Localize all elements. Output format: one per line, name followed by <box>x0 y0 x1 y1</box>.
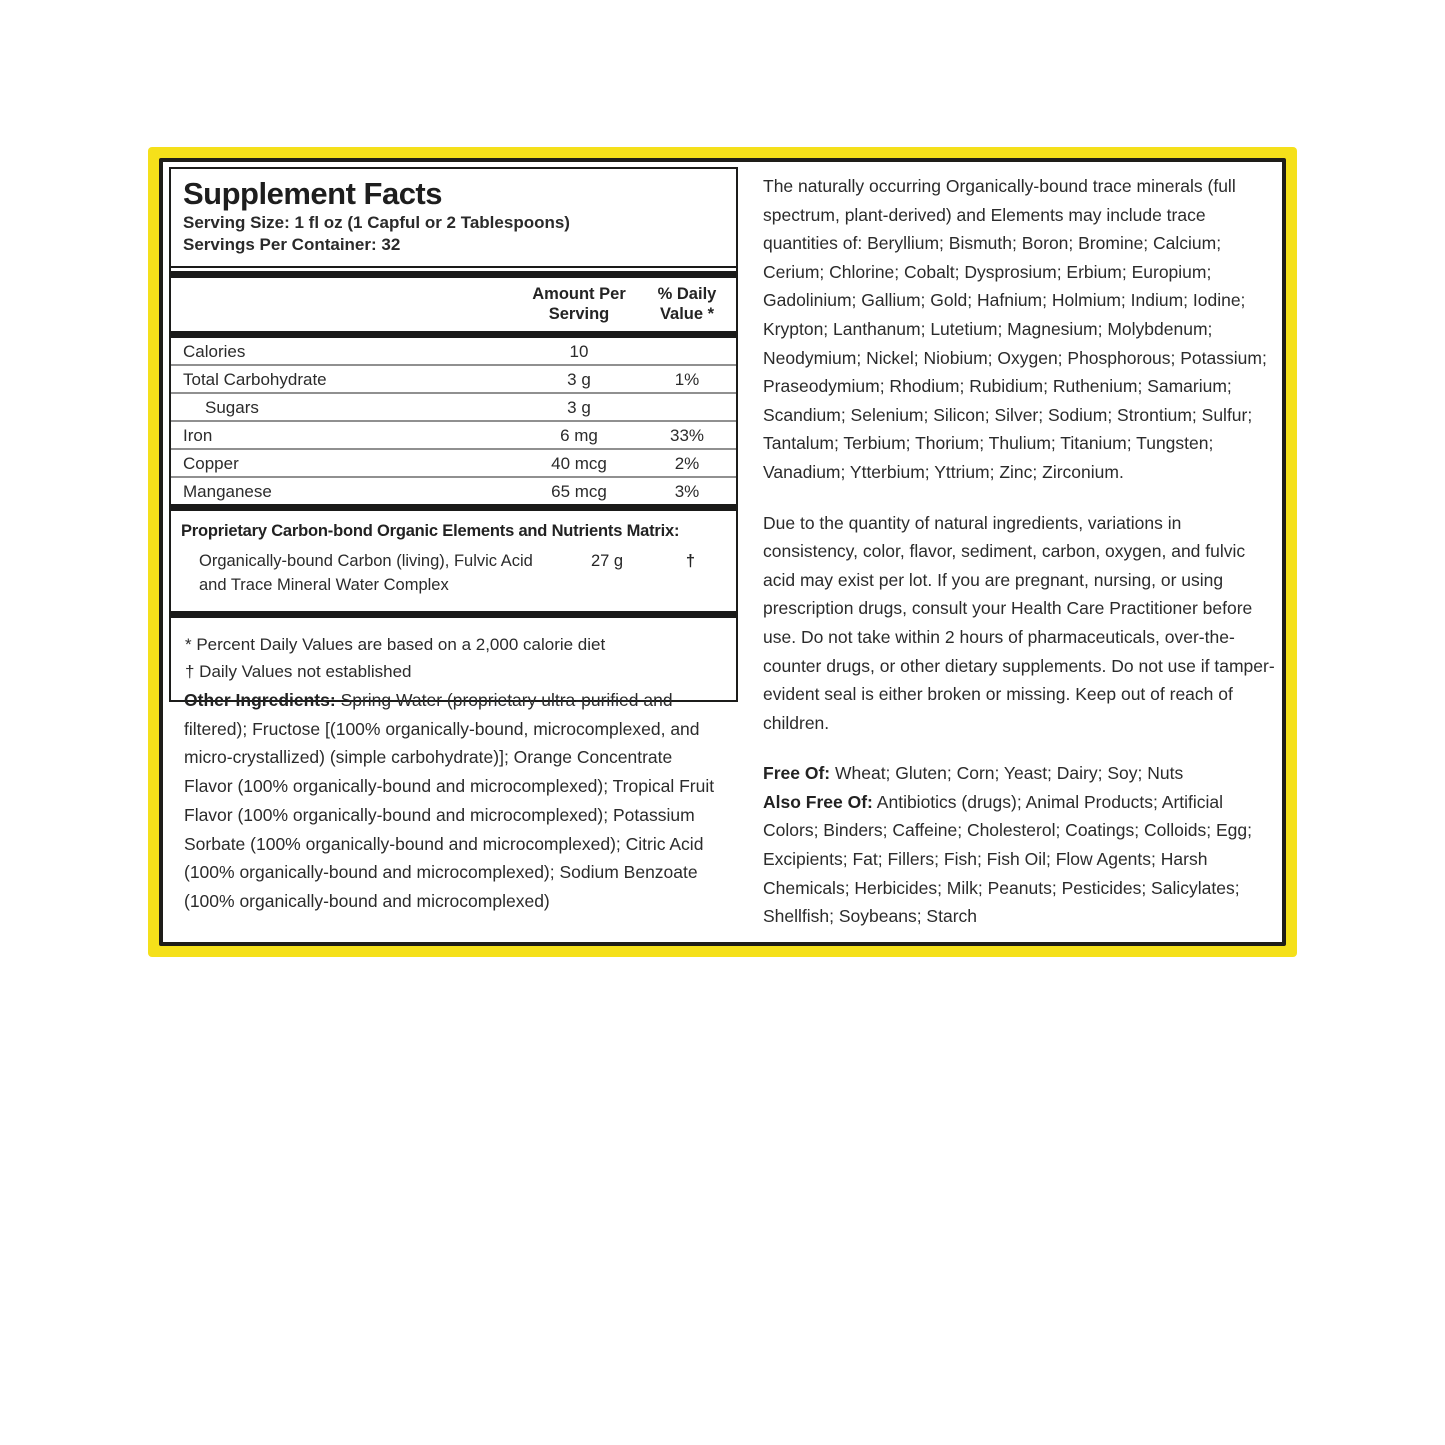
column-header-daily-value: % Daily Value * <box>657 285 717 323</box>
nutrient-row-sugars <box>171 392 736 420</box>
nutrient-amount: 6 mg <box>560 426 598 445</box>
supplement-facts-panel <box>169 167 738 702</box>
other-ingredients-text: Spring Water (proprietary ultra-purified and filtered); Fructose [(100% organically-bound, microcomplexed, and micro-crystallized) (simple carbohydrate)]; Orange Concentrate Flavor (100% organically-bound and microcomplexed); Tropical Fruit Flavor (100% organically-bound and microcomplexed); Potassium Sorbate (100% organically-bound and microcomplexed); Citric Acid (100% organically-bound and microcomplexed); Sodium Benzoate (100% organically-bound and microcomplexed) <box>184 690 715 911</box>
proprietary-item-amount: 27 g <box>590 552 624 570</box>
right-column <box>763 172 1275 931</box>
nutrient-name: Sugars <box>205 398 259 417</box>
divider-bar-thick <box>171 504 736 511</box>
other-ingredients-label: Other Ingredients: <box>184 690 336 710</box>
nutrient-row-total-carbohydrate <box>171 364 736 392</box>
facts-header-section <box>171 169 736 268</box>
footnote-percent-daily-values: * Percent Daily Values are based on a 2,000 calorie diet <box>185 635 606 654</box>
also-free-of-label: Also Free Of: <box>763 791 873 812</box>
also-free-of-paragraph <box>763 788 1275 931</box>
free-of-text: Wheat; Gluten; Corn; Yeast; Dairy; Soy; Nuts <box>834 763 1184 784</box>
nutrient-name: Iron <box>183 426 213 445</box>
also-free-of-text: Antibiotics (drugs); Animal Products; Artificial Colors; Binders; Caffeine; Cholesterol; Coatings; Colloids; Egg; Excipients; Fat; Fillers; Fish; Fish Oil; Flow Agents; Harsh Chemicals; Herbicides; Milk; Peanuts; Pesticides; Salicylates; Shellfish; Soybeans; Starch <box>763 791 1252 927</box>
column-header-amount: Amount Per Serving <box>532 285 626 323</box>
footnote-daily-values-not-established: † Daily Values not established <box>185 662 412 681</box>
nutrient-name: Manganese <box>183 482 272 501</box>
proprietary-blend-section <box>171 511 736 611</box>
nutrient-row-calories <box>171 338 736 364</box>
nutrient-amount: 40 mcg <box>551 454 607 473</box>
nutrient-daily-value: 2% <box>674 454 700 473</box>
panel-title: Supplement Facts <box>183 176 442 211</box>
nutrient-amount: 65 mcg <box>551 482 607 501</box>
caution-paragraph: Due to the quantity of natural ingredients, variations in consistency, color, flavor, sediment, carbon, oxygen, and fulvic acid may exist per lot. If you are pregnant, nursing, or using prescription drugs, consult your Health Care Practitioner before use. Do not take within 2 hours of pharmaceuticals, over-the-counter drugs, or other dietary supplements. Do not use if tamper-evident seal is either broken or missing. Keep out of reach of children. <box>763 512 1275 733</box>
free-of-label: Free Of: <box>763 763 831 784</box>
nutrient-amount: 10 <box>569 342 589 361</box>
servings-per-container-line: Servings Per Container: 32 <box>183 235 401 254</box>
nutrient-row-iron <box>171 420 736 448</box>
divider-bar-thick <box>171 271 736 278</box>
nutrient-name: Copper <box>183 454 239 473</box>
proprietary-item-daily-value: † <box>685 552 696 570</box>
nutrient-daily-value: 1% <box>674 370 700 389</box>
nutrient-amount: 3 g <box>567 398 591 417</box>
free-of-line <box>763 759 1275 788</box>
nutrient-amount: 3 g <box>567 370 591 389</box>
label-inner-panel <box>159 158 1286 946</box>
divider-bar-thick <box>171 611 736 618</box>
nutrient-daily-value: 3% <box>674 482 700 501</box>
proprietary-blend-row <box>181 549 726 597</box>
nutrient-daily-value: 33% <box>669 426 705 445</box>
nutrient-name: Total Carbohydrate <box>183 370 327 389</box>
nutrient-row-copper <box>171 448 736 476</box>
proprietary-item-name: Organically-bound Carbon (living), Fulvic Acid and Trace Mineral Water Complex <box>199 552 533 594</box>
divider-bar-thick <box>171 331 736 338</box>
supplement-label <box>148 147 1297 957</box>
nutrient-name: Calories <box>183 342 246 361</box>
serving-size-line: Serving Size: 1 fl oz (1 Capful or 2 Tablespoons) <box>183 213 570 232</box>
trace-minerals-paragraph: The naturally occurring Organically-bound trace minerals (full spectrum, plant-derived) and Elements may include trace quantities of: Beryllium; Bismuth; Boron; Bromine; Calcium; Cerium; Chlorine; Cobalt; Dysprosium; Erbium; Europium; Gadolinium; Gallium; Gold; Hafnium; Holmium; Indium; Iodine; Krypton; Lanthanum; Lutetium; Magnesium; Molybdenum; Neodymium; Nickel; Niobium; Oxygen; Phosphorous; Potassium; Praseodymium; Rhodium; Rubidium; Ruthenium; Samarium; Scandium; Selenium; Silicon; Silver; Sodium; Strontium; Sulfur; Tantalum; Terbium; Thorium; Thulium; Titanium; Tungsten; Vanadium; Ytterbium; Yttrium; Zinc; Zirconium. <box>763 176 1267 482</box>
proprietary-blend-heading: Proprietary Carbon-bond Organic Elements and Nutrients Matrix: <box>181 522 680 540</box>
other-ingredients-paragraph <box>184 686 718 916</box>
nutrient-row-manganese <box>171 476 736 504</box>
table-column-headers <box>171 278 736 331</box>
